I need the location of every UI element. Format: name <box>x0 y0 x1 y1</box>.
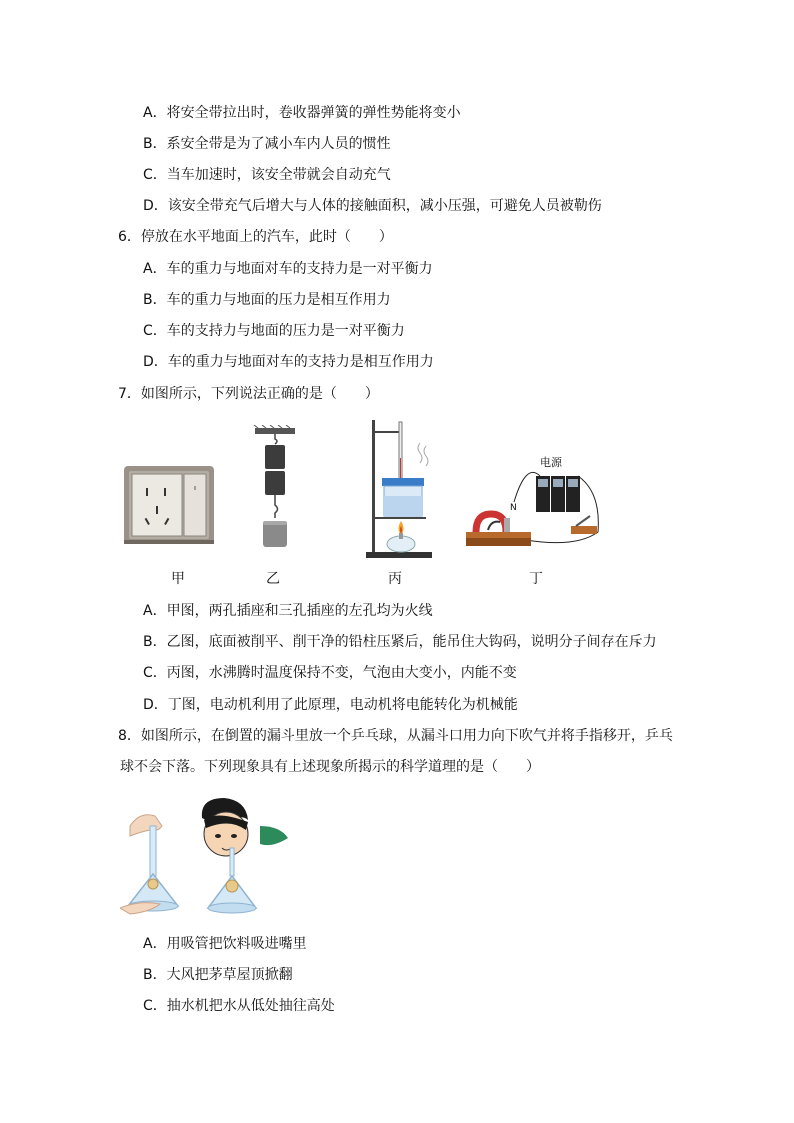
q5-option-d: D．该安全带充气后增大与人体的接触面积，减小压强，可避免人员被勒伤 <box>143 198 602 214</box>
q7-option-d: D．丁图，电动机利用了此原理，电动机将电能转化为机械能 <box>143 697 518 713</box>
funnel-pingpong-figure <box>120 796 310 918</box>
q5-option-b: B．系安全带是为了减小车内人员的惯性 <box>143 136 391 152</box>
magnet-n-label: N <box>510 503 517 513</box>
caption-ding: 丁 <box>529 571 543 587</box>
power-source-label: 电源 <box>540 456 562 469</box>
q7-option-a: A．甲图，两孔插座和三孔插座的左孔均为火线 <box>143 603 433 619</box>
lead-cylinders-figure <box>250 425 300 550</box>
q5-option-a: A．将安全带拉出时，卷收器弹簧的弹性势能将变小 <box>143 105 461 121</box>
q6-stem: 6．停放在水平地面上的汽车，此时（ ） <box>118 229 393 245</box>
boiling-water-figure <box>362 418 437 563</box>
q6-option-b: B．车的重力与地面的压力是相互作用力 <box>143 292 391 308</box>
wall-socket-figure <box>124 466 214 546</box>
q7-stem: 7．如图所示，下列说法正确的是（ ） <box>118 386 379 402</box>
q6-option-a: A．车的重力与地面对车的支持力是一对平衡力 <box>143 261 433 277</box>
q6-option-c: C．车的支持力与地面的压力是一对平衡力 <box>143 323 405 339</box>
q6-option-d: D．车的重力与地面对车的支持力是相互作用力 <box>143 354 434 370</box>
q8-stem-line1: 8．如图所示，在倒置的漏斗里放一个乒乓球，从漏斗口用力向下吹气并将手指移开，乒乓 <box>118 728 673 744</box>
caption-jia: 甲 <box>171 571 185 587</box>
caption-bing: 丙 <box>388 571 402 587</box>
q8-stem-line2: 球不会下落。下列现象具有上述现象所揭示的科学道理的是（ ） <box>120 759 540 775</box>
q8-option-c: C．抽水机把水从低处抽往高处 <box>143 998 335 1014</box>
q7-option-c: C．丙图，水沸腾时温度保持不变，气泡由大变小，内能不变 <box>143 665 517 681</box>
q5-option-c: C．当车加速时，该安全带就会自动充气 <box>143 167 391 183</box>
q8-option-b: B．大风把茅草屋顶掀翻 <box>143 967 293 983</box>
q8-option-a: A．用吸管把饮料吸进嘴里 <box>143 936 307 952</box>
caption-yi: 乙 <box>266 571 280 587</box>
q7-option-b: B．乙图，底面被削平、削干净的铅柱压紧后，能吊住大钩码，说明分子间存在斥力 <box>143 634 657 650</box>
motor-circuit-figure <box>466 452 606 552</box>
